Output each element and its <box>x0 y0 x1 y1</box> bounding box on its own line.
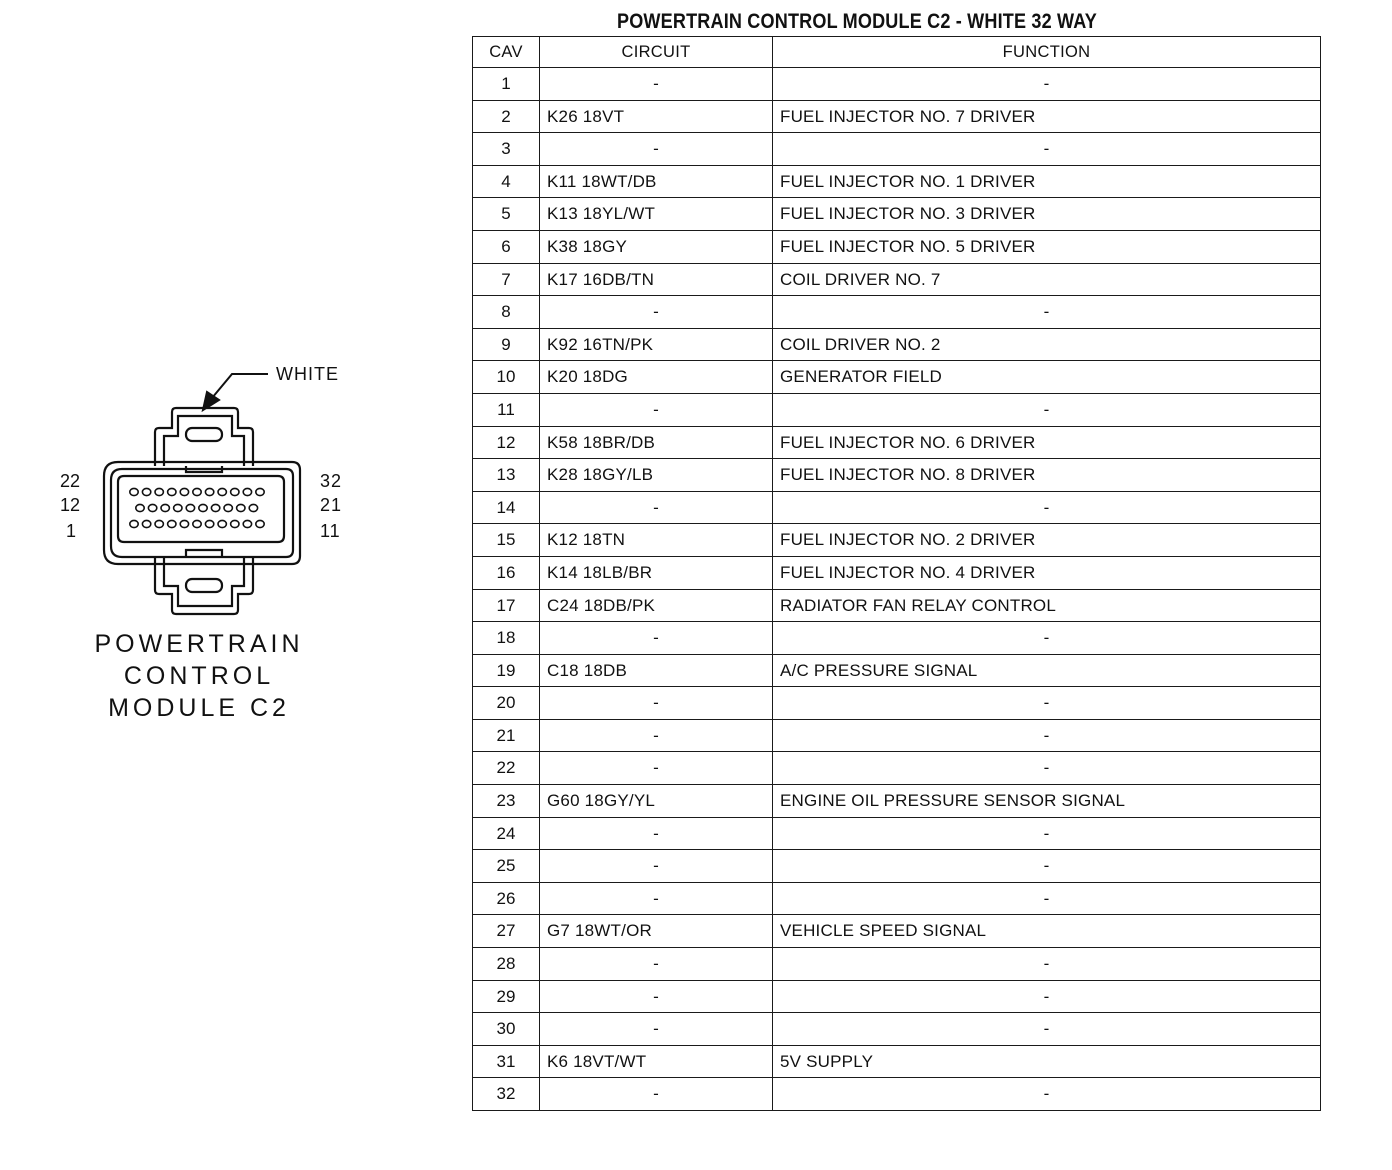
pin-cavity <box>186 504 194 511</box>
pin-cavity <box>243 488 251 495</box>
pin-cavity <box>199 504 207 511</box>
cav-cell: 21 <box>473 719 540 752</box>
pin-cavity <box>142 520 150 527</box>
cav-cell: 19 <box>473 654 540 687</box>
cav-cell: 24 <box>473 817 540 850</box>
circuit-cell: - <box>540 622 773 655</box>
pin-cavity <box>180 488 188 495</box>
table-row <box>473 393 1321 426</box>
pin-cavity <box>231 488 239 495</box>
cav-cell: 12 <box>473 426 540 459</box>
pin-label-left-top: 22 <box>60 471 81 491</box>
table-row <box>473 948 1321 981</box>
cav-cell: 5 <box>473 198 540 231</box>
pin-cavity <box>193 520 201 527</box>
cav-cell: 30 <box>473 1013 540 1046</box>
function-cell: FUEL INJECTOR NO. 1 DRIVER <box>773 165 1321 198</box>
pin-cavity <box>174 504 182 511</box>
pin-cavity <box>148 504 156 511</box>
table-row <box>473 654 1321 687</box>
function-cell: GENERATOR FIELD <box>773 361 1321 394</box>
table-row <box>473 263 1321 296</box>
cav-cell: 1 <box>473 68 540 101</box>
table-row <box>473 1013 1321 1046</box>
function-cell: ENGINE OIL PRESSURE SENSOR SIGNAL <box>773 785 1321 818</box>
circuit-cell: K17 16DB/TN <box>540 263 773 296</box>
table-row <box>473 1045 1321 1078</box>
function-cell: 5V SUPPLY <box>773 1045 1321 1078</box>
circuit-cell: K6 18VT/WT <box>540 1045 773 1078</box>
table-row <box>473 915 1321 948</box>
table-row <box>473 719 1321 752</box>
pin-cavity <box>136 504 144 511</box>
circuit-cell: G7 18WT/OR <box>540 915 773 948</box>
color-tag-leader-arrow <box>203 374 268 410</box>
cav-cell: 22 <box>473 752 540 785</box>
function-cell: FUEL INJECTOR NO. 5 DRIVER <box>773 230 1321 263</box>
circuit-cell: K26 18VT <box>540 100 773 133</box>
pin-cavity <box>180 520 188 527</box>
cav-cell: 26 <box>473 882 540 915</box>
table-row <box>473 752 1321 785</box>
function-cell: - <box>773 948 1321 981</box>
table-row <box>473 426 1321 459</box>
function-cell: - <box>773 882 1321 915</box>
cav-cell: 18 <box>473 622 540 655</box>
pin-cavity <box>243 520 251 527</box>
pin-cavity <box>193 488 201 495</box>
table-row <box>473 524 1321 557</box>
pin-cavity <box>211 504 219 511</box>
function-cell: - <box>773 491 1321 524</box>
pin-cavity <box>168 488 176 495</box>
cav-cell: 7 <box>473 263 540 296</box>
table-row <box>473 850 1321 883</box>
function-cell: - <box>773 1078 1321 1111</box>
circuit-cell: - <box>540 948 773 981</box>
function-cell: - <box>773 850 1321 883</box>
table-row <box>473 165 1321 198</box>
pin-cavity <box>155 520 163 527</box>
connector-caption-line-1: POWERTRAIN <box>94 630 304 658</box>
connector-caption-line-3: MODULE C2 <box>108 694 290 722</box>
cav-cell: 23 <box>473 785 540 818</box>
pin-cavity <box>256 520 264 527</box>
circuit-cell: K92 16TN/PK <box>540 328 773 361</box>
circuit-cell: - <box>540 393 773 426</box>
circuit-cell: - <box>540 1078 773 1111</box>
circuit-cell: G60 18GY/YL <box>540 785 773 818</box>
table-header <box>473 37 1321 68</box>
cav-cell: 27 <box>473 915 540 948</box>
table-row <box>473 230 1321 263</box>
pin-cavity <box>218 488 226 495</box>
function-cell: - <box>773 393 1321 426</box>
cav-cell: 29 <box>473 980 540 1013</box>
table-row <box>473 459 1321 492</box>
function-cell: - <box>773 68 1321 101</box>
pin-cavity <box>142 488 150 495</box>
cav-cell: 16 <box>473 556 540 589</box>
circuit-cell: - <box>540 1013 773 1046</box>
function-cell: FUEL INJECTOR NO. 2 DRIVER <box>773 524 1321 557</box>
pin-cavity <box>161 504 169 511</box>
pin-cavity <box>256 488 264 495</box>
table-row <box>473 687 1321 720</box>
circuit-cell: C18 18DB <box>540 654 773 687</box>
circuit-cell: K14 18LB/BR <box>540 556 773 589</box>
circuit-cell: - <box>540 296 773 329</box>
function-cell: - <box>773 296 1321 329</box>
function-cell: - <box>773 817 1321 850</box>
cav-cell: 2 <box>473 100 540 133</box>
table-row <box>473 198 1321 231</box>
pin-cavity <box>237 504 245 511</box>
function-cell: FUEL INJECTOR NO. 4 DRIVER <box>773 556 1321 589</box>
pin-cavity <box>205 488 213 495</box>
function-cell: RADIATOR FAN RELAY CONTROL <box>773 589 1321 622</box>
pin-cavity <box>155 488 163 495</box>
function-cell: FUEL INJECTOR NO. 3 DRIVER <box>773 198 1321 231</box>
color-tag-label: WHITE <box>276 364 339 384</box>
function-cell: COIL DRIVER NO. 7 <box>773 263 1321 296</box>
header-cav: CAV <box>473 37 540 68</box>
cav-cell: 20 <box>473 687 540 720</box>
circuit-cell: - <box>540 882 773 915</box>
circuit-cell: K13 18YL/WT <box>540 198 773 231</box>
table-row <box>473 882 1321 915</box>
function-cell: - <box>773 980 1321 1013</box>
function-cell: - <box>773 719 1321 752</box>
pin-cavity <box>249 504 257 511</box>
function-cell: - <box>773 687 1321 720</box>
circuit-cell: K38 18GY <box>540 230 773 263</box>
cav-cell: 8 <box>473 296 540 329</box>
cav-cell: 4 <box>473 165 540 198</box>
function-cell: VEHICLE SPEED SIGNAL <box>773 915 1321 948</box>
cav-cell: 3 <box>473 133 540 166</box>
circuit-cell: K12 18TN <box>540 524 773 557</box>
circuit-cell: - <box>540 491 773 524</box>
table-row <box>473 556 1321 589</box>
table-row <box>473 328 1321 361</box>
function-cell: - <box>773 622 1321 655</box>
table-title: POWERTRAIN CONTROL MODULE C2 - WHITE 32 WAY <box>616 10 1097 33</box>
circuit-cell: K11 18WT/DB <box>540 165 773 198</box>
table-row <box>473 100 1321 133</box>
table-row <box>473 133 1321 166</box>
function-cell: FUEL INJECTOR NO. 7 DRIVER <box>773 100 1321 133</box>
pinout-table <box>472 36 1321 1111</box>
header-function: FUNCTION <box>773 37 1321 68</box>
pin-label-right-top: 32 <box>320 471 343 491</box>
table-row <box>473 1078 1321 1111</box>
function-cell: - <box>773 133 1321 166</box>
pin-label-left-middle: 12 <box>60 495 81 515</box>
table-row <box>473 980 1321 1013</box>
pin-cavity <box>130 488 138 495</box>
table-row <box>473 785 1321 818</box>
circuit-cell: K58 18BR/DB <box>540 426 773 459</box>
pin-cavity <box>224 504 232 511</box>
circuit-cell: - <box>540 719 773 752</box>
circuit-cell: - <box>540 980 773 1013</box>
circuit-cell: - <box>540 752 773 785</box>
cav-cell: 11 <box>473 393 540 426</box>
cav-cell: 10 <box>473 361 540 394</box>
cav-cell: 6 <box>473 230 540 263</box>
circuit-cell: K28 18GY/LB <box>540 459 773 492</box>
table-body <box>473 68 1321 1111</box>
table-row <box>473 361 1321 394</box>
circuit-cell: - <box>540 850 773 883</box>
table-row <box>473 817 1321 850</box>
pin-label-right-bottom: 11 <box>320 521 341 541</box>
connector-pin-grid <box>130 488 264 527</box>
pin-cavity <box>130 520 138 527</box>
table-row <box>473 296 1321 329</box>
circuit-cell: - <box>540 687 773 720</box>
cav-cell: 17 <box>473 589 540 622</box>
circuit-cell: - <box>540 133 773 166</box>
pin-label-left-bottom: 1 <box>66 521 77 541</box>
cav-cell: 28 <box>473 948 540 981</box>
connector-diagram <box>0 0 470 760</box>
function-cell: - <box>773 752 1321 785</box>
function-cell: FUEL INJECTOR NO. 6 DRIVER <box>773 426 1321 459</box>
table-row <box>473 491 1321 524</box>
cav-cell: 13 <box>473 459 540 492</box>
header-circuit: CIRCUIT <box>540 37 773 68</box>
table-row <box>473 68 1321 101</box>
circuit-cell: K20 18DG <box>540 361 773 394</box>
cav-cell: 31 <box>473 1045 540 1078</box>
circuit-cell: C24 18DB/PK <box>540 589 773 622</box>
circuit-cell: - <box>540 68 773 101</box>
pin-label-right-middle: 21 <box>320 495 343 515</box>
cav-cell: 32 <box>473 1078 540 1111</box>
cav-cell: 14 <box>473 491 540 524</box>
pin-cavity <box>231 520 239 527</box>
function-cell: A/C PRESSURE SIGNAL <box>773 654 1321 687</box>
table-row <box>473 622 1321 655</box>
circuit-cell: - <box>540 817 773 850</box>
function-cell: - <box>773 1013 1321 1046</box>
cav-cell: 25 <box>473 850 540 883</box>
header-row <box>473 37 1321 68</box>
table-row <box>473 589 1321 622</box>
pin-cavity <box>218 520 226 527</box>
function-cell: FUEL INJECTOR NO. 8 DRIVER <box>773 459 1321 492</box>
function-cell: COIL DRIVER NO. 2 <box>773 328 1321 361</box>
cav-cell: 15 <box>473 524 540 557</box>
connector-caption-line-2: CONTROL <box>123 662 275 690</box>
cav-cell: 9 <box>473 328 540 361</box>
pin-cavity <box>168 520 176 527</box>
pin-cavity <box>205 520 213 527</box>
